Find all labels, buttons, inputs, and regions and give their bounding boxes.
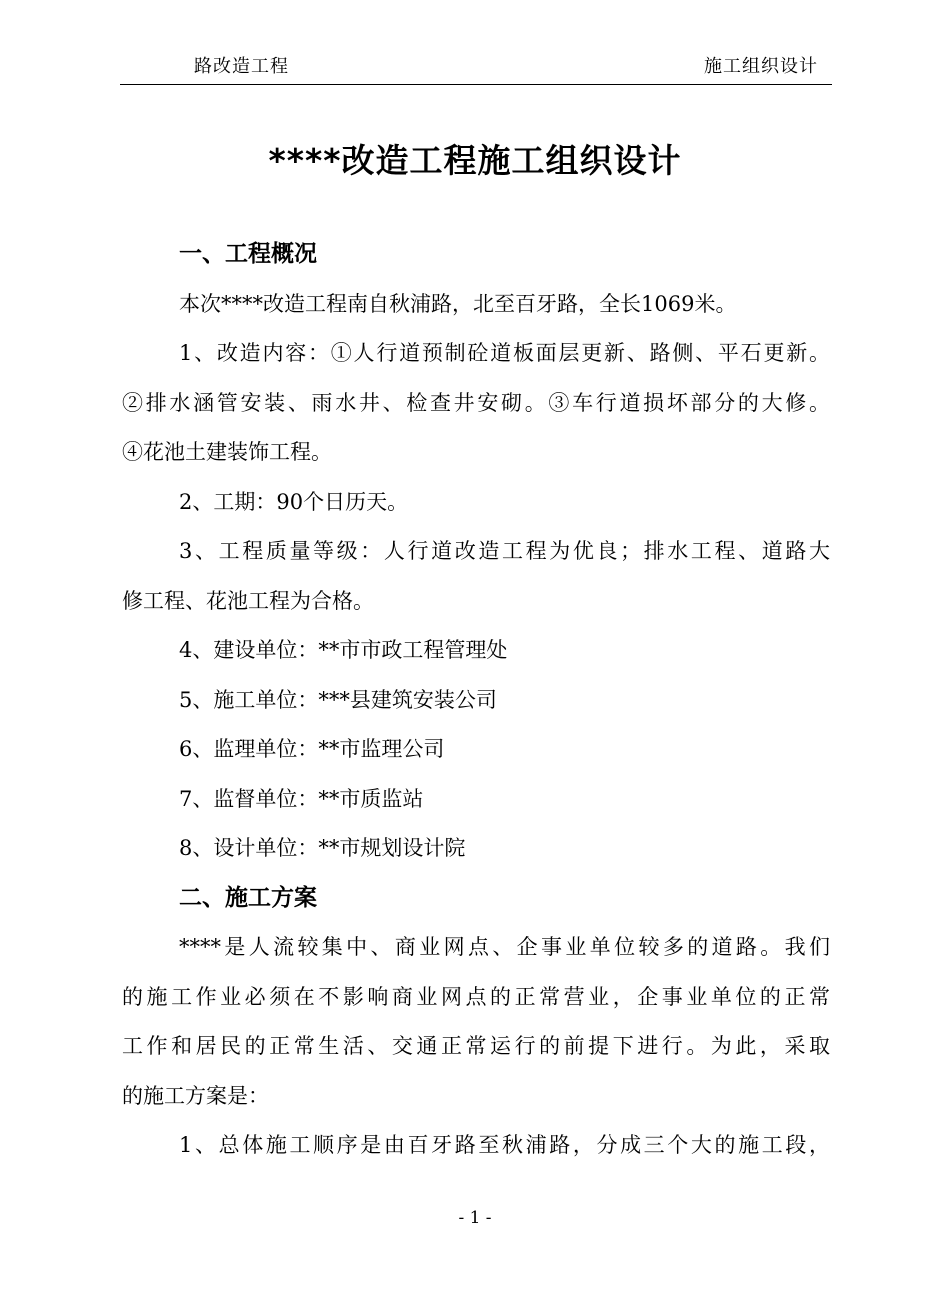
page-header [120, 50, 832, 85]
item-contractor: 5、施工单位：***县建筑安装公司 [179, 687, 497, 712]
header-project-name: 路改造工程 [194, 56, 289, 77]
header-doc-type: 施工组织设计 [704, 56, 818, 77]
page-number: - 1 - [458, 1208, 492, 1228]
item-scope-line-2: ②排水涵管安装、雨水井、检查井安砌。③车行道损坏部分的大修。 [122, 390, 830, 415]
plan-paragraph-line-4: 的施工方案是： [122, 1083, 269, 1108]
plan-paragraph-line-3: 工作和居民的正常生活、交通正常运行的前提下进行。为此，采取 [122, 1034, 830, 1058]
overview-intro: 本次****改造工程南自秋浦路，北至百牙路，全长1069米。 [179, 291, 737, 316]
item-quality-line-2: 修工程、花池工程为合格。 [122, 588, 374, 613]
item-owner: 4、建设单位：**市市政工程管理处 [179, 638, 508, 662]
item-scope-line-3: ④花池土建装饰工程。 [122, 440, 332, 464]
item-duration: 2、工期：90个日历天。 [179, 489, 409, 514]
plan-item-1: 1、总体施工顺序是由百牙路至秋浦路，分成三个大的施工段， [179, 1133, 830, 1157]
item-scope-line-1: 1、改造内容：①人行道预制砼道板面层更新、路侧、平石更新。 [179, 341, 830, 365]
item-quality-station: 7、监督单位：**市质监站 [179, 786, 424, 811]
item-designer: 8、设计单位：**市规划设计院 [179, 836, 466, 860]
section-heading-plan: 二、施工方案 [179, 884, 317, 911]
section-heading-overview: 一、工程概况 [179, 241, 317, 267]
plan-paragraph-line-1: ****是人流较集中、商业网点、企事业单位较多的道路。我们 [179, 935, 830, 959]
plan-paragraph-line-2: 的施工作业必须在不影响商业网点的正常营业，企事业单位的正常 [122, 984, 830, 1009]
document-body [122, 230, 830, 1171]
document-title: ****改造工程施工组织设计 [268, 141, 682, 180]
item-supervisor: 6、监理单位：**市监理公司 [179, 737, 445, 761]
item-quality-line-1: 3、工程质量等级：人行道改造工程为优良；排水工程、道路大 [179, 539, 830, 563]
